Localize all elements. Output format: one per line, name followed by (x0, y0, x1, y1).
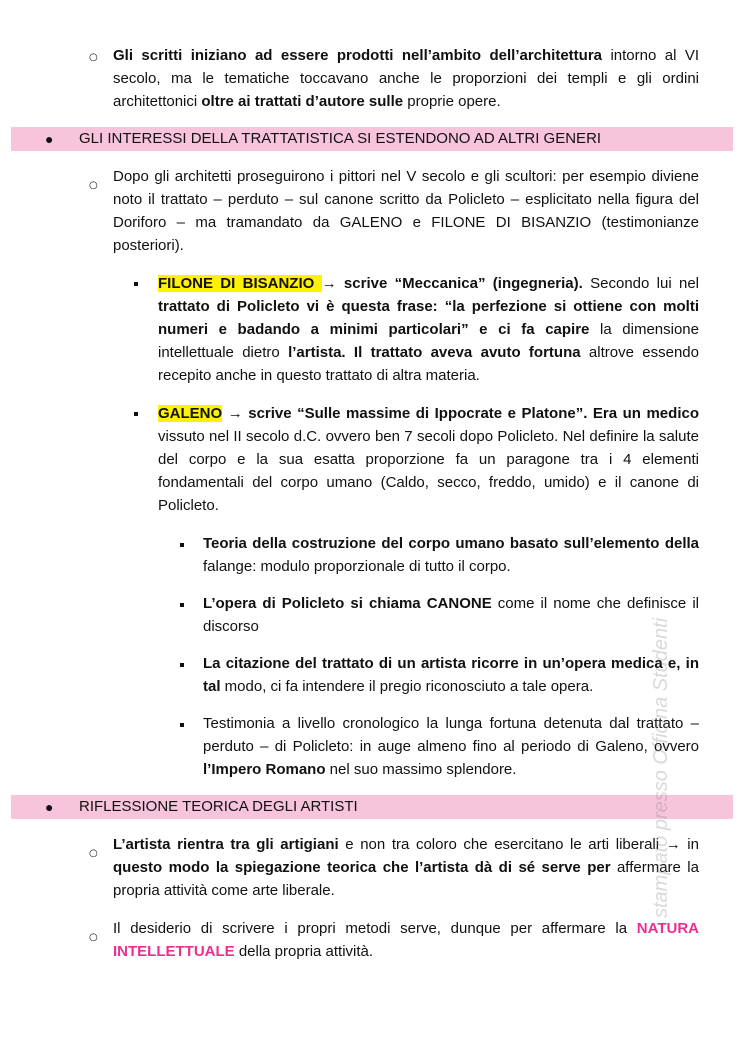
paragraph-filone: FILONE DI BISANZIO → scrive “Meccanica” (ingegneria). Secondo lui nel trattato di Policleto vi è questa frase: “la perfezione si ottiene con molti numeri e badando a minimi particolari” e ci fa capire la dimensione intellettuale dietro l’artista. Il trattato aveva avuto fortuna altrove essendo recepito anche in questo trattato di altra materia. (158, 275, 699, 384)
square-bullet-icon (180, 603, 184, 607)
paragraph-citazione: La citazione del trattato di un artista ricorre in un’opera medica e, in tal modo, ci fa intendere il pregio riconosciuto a tale opera. (203, 655, 699, 695)
section-heading-trattatistica: ● GLI INTERESSI DELLA TRATTATISTICA SI ESTENDONO AD ALTRI GENERI (11, 127, 733, 151)
circle-bullet-icon: ○ (89, 848, 98, 859)
paragraph-pittori-scultori: Dopo gli architetti proseguirono i pittori nel V secolo e gli scultori: per esempio diviene noto il trattato – perduto – sul canone scritto da Policleto – esplicitato nella figura del Doriforo – ma tramandato da GALENO e FILONE DI BISANZIO (testimonianze posteriori). (113, 168, 699, 254)
square-bullet-icon (134, 412, 138, 416)
watermark: stampato presso Officina Studenti (650, 617, 672, 918)
circle-bullet-icon: ○ (89, 932, 98, 943)
paragraph-architecture: Gli scritti iniziano ad essere prodotti nell’ambito dell’architettura intorno al VI secolo, ma le tematiche toccavano anche le proporzioni dei templi e gli ordini architettonici oltre ai trattati d’autore sulle proprie opere. (113, 47, 699, 110)
bullet-icon: ● (45, 799, 54, 815)
paragraph-testimonia: Testimonia a livello cronologico la lunga fortuna detenuta dal trattato – perduto – di Policleto: in auge almeno fino al periodo di Galeno, ovvero l’Impero Romano nel suo massimo splendore. (203, 715, 699, 778)
square-bullet-icon (134, 282, 138, 286)
paragraph-artigiani: L’artista rientra tra gli artigiani e non tra coloro che esercitano le arti liberali → in questo modo la spiegazione teorica che l’artista dà di sé serve per affermare la propria attività come arte liberale. (113, 836, 699, 899)
square-bullet-icon (180, 723, 184, 727)
paragraph-natura-intellettuale: Il desiderio di scrivere i propri metodi serve, dunque per affermare la NATURA INTELLETTUALE della propria attività. (113, 920, 699, 960)
bullet-icon: ● (45, 131, 54, 147)
circle-bullet-icon: ○ (89, 180, 98, 191)
square-bullet-icon (180, 663, 184, 667)
paragraph-galeno: GALENO → scrive “Sulle massime di Ippocrate e Platone”. Era un medico vissuto nel II secolo d.C. ovvero ben 7 secoli dopo Policleto. Nel definire la salute del corpo e la sua esatta proporzione fa un paragone tra i 4 elementi fondamentali del corpo umano (Caldo, secco, freddo, umido) e il canone di Policleto. (158, 405, 699, 514)
paragraph-canone: L’opera di Policleto si chiama CANONE come il nome che definisce il discorso (203, 595, 699, 635)
paragraph-teoria-corpo: Teoria della costruzione del corpo umano basato sull’elemento della falange: modulo proporzionale di tutto il corpo. (203, 535, 699, 575)
circle-bullet-icon: ○ (89, 52, 98, 63)
section-heading-riflessione: ● RIFLESSIONE TEORICA DEGLI ARTISTI (11, 795, 733, 819)
square-bullet-icon (180, 543, 184, 547)
